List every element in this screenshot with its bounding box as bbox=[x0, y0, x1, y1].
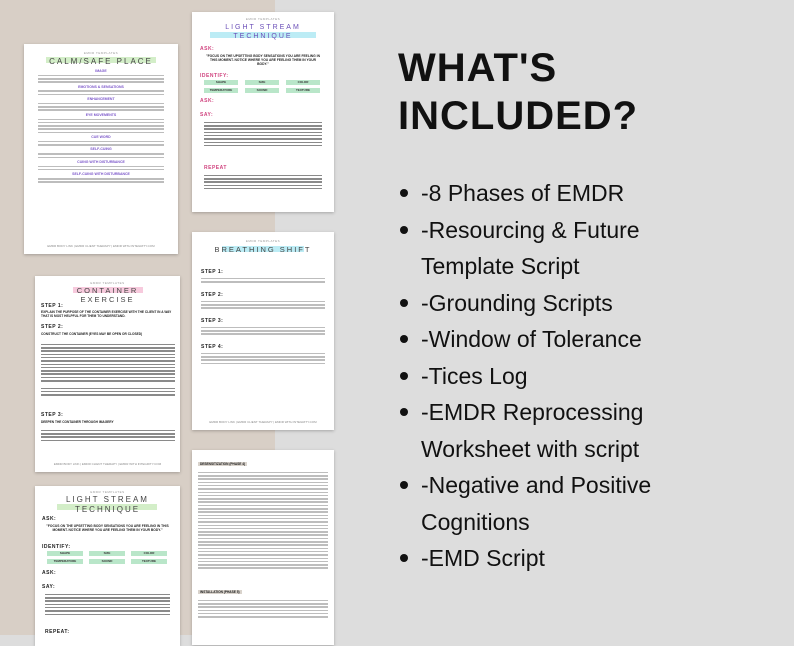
list-item-continuation: Cognitions bbox=[421, 508, 530, 535]
ask-label: ASK: bbox=[200, 46, 215, 52]
cell-temperature: TEMPERATURE bbox=[47, 559, 83, 564]
cell-texture: TEXTURE bbox=[131, 559, 167, 564]
preview-footer: EMDR BODY LINK | EMDR CLIENT THERAPY | EMDR WITH INTEGRITY.COM bbox=[53, 462, 162, 466]
say-label: SAY: bbox=[42, 584, 56, 590]
worksheet-body bbox=[198, 598, 328, 620]
list-item: -Tices Log bbox=[398, 358, 651, 395]
bullet-icon bbox=[400, 335, 408, 343]
step-label: STEP 1: bbox=[41, 303, 64, 309]
list-item: -Window of Tolerance bbox=[398, 321, 651, 358]
preview-breathing-shift bbox=[192, 232, 334, 430]
step-body bbox=[201, 351, 325, 366]
cell-size: SIZE bbox=[89, 551, 125, 556]
cell-size: SIZE bbox=[245, 80, 279, 85]
bullet-icon bbox=[400, 372, 408, 380]
ask-text: "FOCUS ON THE UPSETTING BODY SENSATIONS YOU ARE FEELING IN THIS MOMENT. NOTICE WHERE YOU ARE FEELING THEM IN YOUR BODY." bbox=[46, 524, 169, 532]
list-item: -EMDR Reprocessing bbox=[398, 394, 651, 431]
step-body bbox=[201, 299, 325, 311]
cell-color: COLOR bbox=[286, 80, 320, 85]
preview-title: CALM/SAFE PLACE bbox=[49, 57, 153, 66]
cell-color: COLOR bbox=[131, 551, 167, 556]
preview-title: LIGHT STREAM TECHNIQUE bbox=[66, 495, 149, 514]
identify-label: IDENTIFY: bbox=[42, 544, 71, 550]
section-label: SELF-CUING bbox=[90, 147, 112, 152]
list-item-continuation: Template Script bbox=[421, 253, 580, 279]
section-label: SELF-CUING WITH DISTURBANCE bbox=[72, 172, 130, 177]
section-label: EYE MOVEMENTS bbox=[85, 112, 117, 117]
step-label: STEP 2: bbox=[201, 292, 224, 298]
cell-temperature: TEMPERATURE bbox=[204, 88, 238, 93]
step-label: STEP 3: bbox=[41, 412, 64, 418]
cell-texture: TEXTURE bbox=[286, 88, 320, 93]
step-body bbox=[41, 342, 175, 397]
page-heading bbox=[398, 44, 638, 140]
preview-title: BREATHING SHIFT bbox=[214, 245, 312, 254]
preview-reprocessing-worksheet bbox=[192, 450, 334, 645]
list-item: -Negative and Positive bbox=[398, 467, 651, 504]
bullet-icon bbox=[400, 189, 408, 197]
say-body bbox=[45, 592, 170, 617]
bullet-icon bbox=[400, 408, 408, 416]
ask-label: ASK: bbox=[42, 570, 57, 576]
cell-sound: SOUND bbox=[89, 559, 125, 564]
section-label: INSTALLATION (PHASE 5) bbox=[200, 590, 240, 594]
preview-container-exercise bbox=[35, 276, 180, 472]
bullet-icon bbox=[400, 481, 408, 489]
identify-label: IDENTIFY: bbox=[200, 73, 229, 79]
preview-footer: EMDR BODY LINK | EMDR CLIENT THERAPY | EMDR WITH INTEGRITY.COM bbox=[209, 420, 317, 424]
preview-eyebrow: EMDR TEMPLATES bbox=[90, 281, 125, 285]
cell-shape: SHAPE bbox=[47, 551, 83, 556]
step-label: STEP 4: bbox=[201, 344, 224, 350]
repeat-body bbox=[204, 173, 322, 191]
list-item: -Resourcing & Future bbox=[398, 212, 651, 249]
section-label: ENHANCEMENT bbox=[87, 97, 115, 102]
bullet-icon bbox=[400, 226, 408, 234]
section-label: CUING WITH DISTURBANCE bbox=[77, 159, 125, 164]
repeat-label: REPEAT bbox=[204, 165, 227, 171]
cell-sound: SOUND bbox=[245, 88, 279, 93]
section-label: DESENSITIZATION (PHASE 4) bbox=[200, 462, 246, 466]
ask-text: "FOCUS ON THE UPSETTING BODY SENSATIONS YOU ARE FEELING IN THIS MOMENT. NOTICE WHERE YOU ARE FEELING THEM IN YOUR BODY." bbox=[206, 54, 320, 66]
preview-title: LIGHT STREAM TECHNIQUE bbox=[225, 24, 301, 40]
say-body bbox=[204, 120, 322, 148]
ask-label: ASK: bbox=[42, 516, 57, 522]
section-label: EMOTIONS & SENSATIONS bbox=[78, 84, 124, 89]
preview-calm-safe-place bbox=[24, 44, 178, 254]
section-label: CUE WORD bbox=[91, 135, 111, 140]
preview-eyebrow: EMDR TEMPLATES bbox=[245, 239, 281, 243]
bullet-icon bbox=[400, 554, 408, 562]
preview-eyebrow: EMDR TEMPLATES bbox=[245, 17, 281, 21]
preview-footer: EMDR BODY LINK | EMDR CLIENT THERAPY | EMDR WITH INTEGRITY.COM bbox=[47, 244, 155, 248]
section-label: IMAGE bbox=[95, 69, 107, 73]
step-text: DEEPEN THE CONTAINER THROUGH IMAGERY bbox=[41, 420, 114, 424]
list-item: -EMD Script bbox=[398, 540, 651, 577]
heading-line-1: WHAT'S bbox=[398, 46, 558, 90]
step-body bbox=[41, 428, 175, 443]
ask-label: ASK: bbox=[200, 98, 215, 104]
heading-line-2: INCLUDED? bbox=[398, 94, 639, 138]
step-label: STEP 2: bbox=[41, 324, 64, 330]
preview-eyebrow: EMDR TEMPLATES bbox=[83, 51, 119, 55]
step-label: STEP 1: bbox=[201, 269, 224, 275]
step-text: CONSTRUCT THE CONTAINER (EYES MAY BE OPEN OR CLOSED) bbox=[41, 332, 143, 336]
list-item: -Grounding Scripts bbox=[398, 285, 651, 322]
worksheet-body bbox=[198, 470, 328, 571]
preview-eyebrow: EMDR TEMPLATES bbox=[90, 490, 125, 494]
step-text: EXPLAIN THE PURPOSE OF THE CONTAINER EXERCISE WITH THE CLIENT IN A WAY THAT IS MOST HELPFUL FOR THEM TO UNDERSTAND. bbox=[41, 310, 172, 318]
step-label: STEP 3: bbox=[201, 318, 224, 324]
preview-title-line1: CONTAINER bbox=[76, 286, 139, 295]
list-item: -8 Phases of EMDR bbox=[398, 175, 651, 212]
included-list bbox=[398, 175, 651, 577]
preview-body bbox=[38, 69, 164, 185]
list-item-continuation: Worksheet with script bbox=[421, 435, 640, 462]
bullet-icon bbox=[400, 299, 408, 307]
preview-light-stream-bottom bbox=[35, 486, 180, 646]
step-body bbox=[201, 276, 325, 284]
preview-light-stream-top bbox=[192, 12, 334, 212]
step-body bbox=[201, 325, 325, 337]
say-label: SAY: bbox=[200, 112, 214, 118]
preview-title-line2: EXERCISE bbox=[80, 295, 135, 304]
cell-shape: SHAPE bbox=[204, 80, 238, 85]
repeat-label: REPEAT: bbox=[45, 629, 70, 635]
